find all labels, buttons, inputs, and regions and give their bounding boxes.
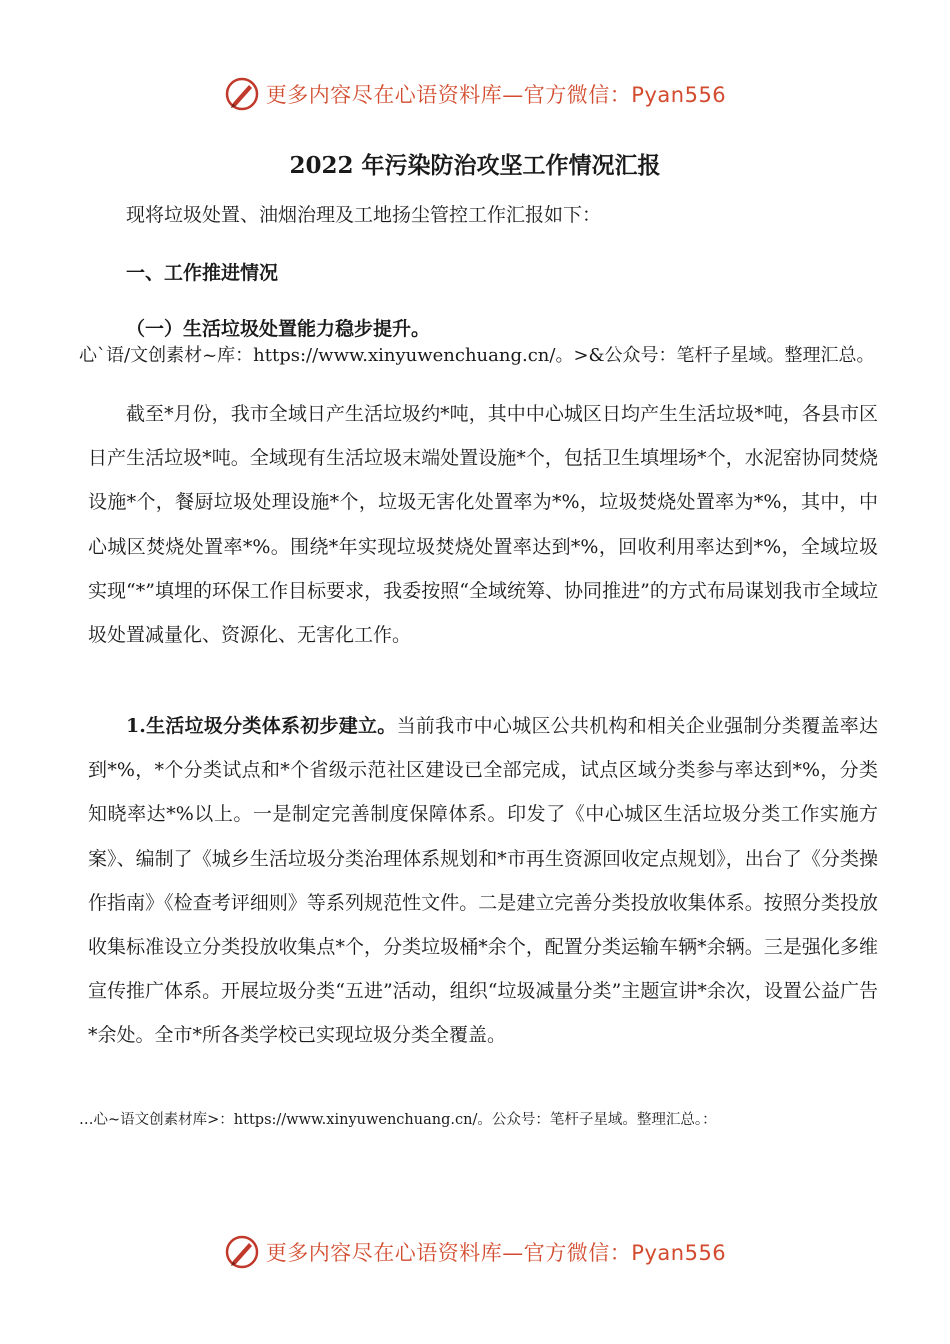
watermark-footer-line: …心~语文创素材库>：https://www.xinyuwenchuang.cn/。公众号：笔杆子星域。整理汇总。： bbox=[79, 1112, 717, 1128]
section-heading: 一、工作推进情况 bbox=[126, 262, 279, 284]
header-banner-text: 更多内容尽在心语资料库—官方微信：Pyan556 bbox=[265, 83, 727, 107]
subsection-heading: （一）生活垃圾处置能力稳步提升。 bbox=[126, 318, 431, 340]
watermark-line: 心`语/文创素材~库：https://www.xinyuwenchuang.cn/。>&公众号：笔杆子星域。整理汇总。 bbox=[79, 345, 875, 366]
paragraph-lead: 1.生活垃圾分类体系初步建立。 bbox=[126, 715, 397, 737]
footer-banner bbox=[0, 1230, 950, 1274]
body-paragraph-2 bbox=[88, 704, 878, 1058]
body-paragraph-1: 截至*月份，我市全域日产生活垃圾约*吨，其中中心城区日均产生生活垃圾*吨，各县市区日产生活垃圾*吨。全域现有生活垃圾末端处置设施*个，包括卫生填埋场*个，水泥窑协同焚烧设施*个，餐厨垃圾处理设施*个，垃圾无害化处置率为*%，垃圾焚烧处置率为*%，其中，中心城区焚烧处置率*%。围绕*年实现垃圾焚烧处置率达到*%，回收利用率达到*%，全域垃圾实现“*”填埋的环保工作目标要求，我委按照“全域统筹、协同推进”的方式布局谋划我市全域垃圾处置减量化、资源化、无害化工作。 bbox=[88, 403, 878, 647]
pen-logo-icon bbox=[224, 1234, 260, 1270]
footer-banner-text: 更多内容尽在心语资料库—官方微信：Pyan556 bbox=[265, 1241, 727, 1265]
intro-paragraph: 现将垃圾处置、油烟治理及工地扬尘管控工作汇报如下： bbox=[126, 204, 602, 226]
paragraph-body: 当前我市中心城区公共机构和相关企业强制分类覆盖率达到*%，*个分类试点和*个省级示范社区建设已全部完成，试点区域分类参与率达到*%，分类知晓率达*%以上。一是制定完善制度保障体系。印发了《中心城区生活垃圾分类工作实施方案》、编制了《城乡生活垃圾分类治理体系规划和*市再生资源回收定点规划》，出台了《分类操作指南》《检查考评细则》等系列规范性文件。二是建立完善分类投放收集体系。按照分类投放收集标准设立分类投放收集点*个，分类垃圾桶*余个，配置分类运输车辆*余辆。三是强化多维宣传推广体系。开展垃圾分类“五进”活动，组织“垃圾减量分类”主题宣讲*余次，设置公益广告*余处。全市*所各类学校已实现垃圾分类全覆盖。 bbox=[88, 715, 878, 1047]
header-banner bbox=[0, 72, 950, 116]
document-title: 2022 年污染防治攻坚工作情况汇报 bbox=[289, 152, 661, 179]
pen-logo-icon bbox=[224, 76, 260, 112]
